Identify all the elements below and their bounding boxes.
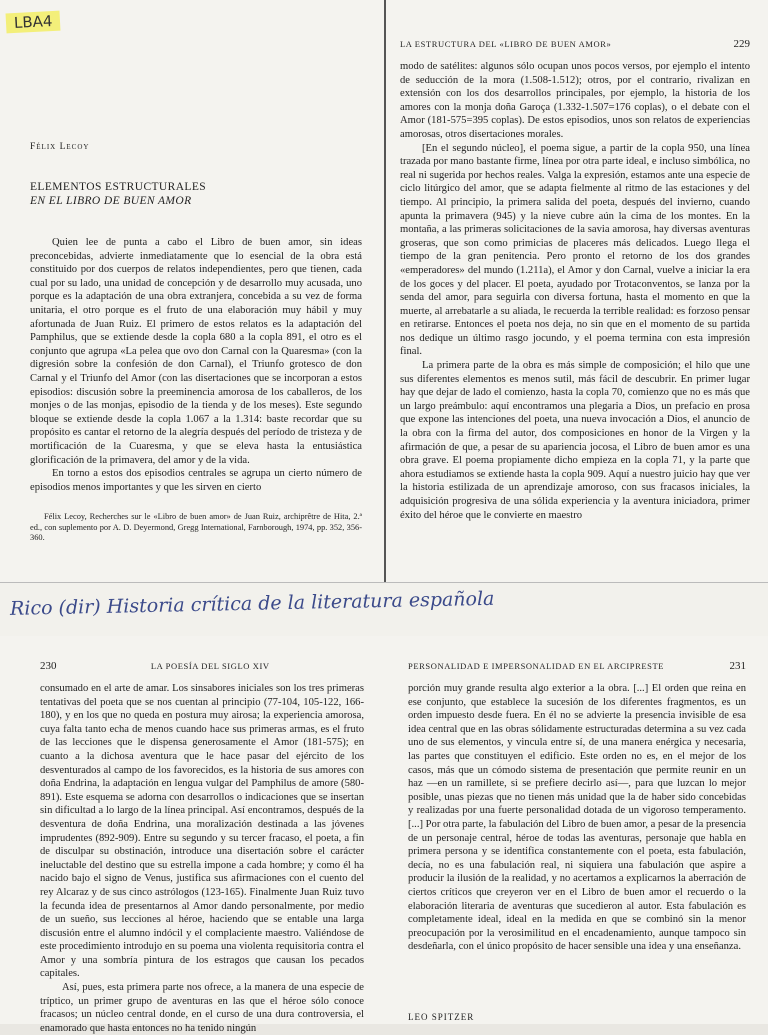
paragraph: consumado en el arte de amar. Los sinsabores iniciales son los tres primeras tentativas del poeta que se nos cuentan al principio (77-104, 105-122, 166-180), y en los que no queda en postura muy airosa; la experiencia amorosa, cuya falta tanto echa de menos cuando hace sus primeras armas, es el fruto de las lecciones que le dispensa generosamente el Amor (181-575); en cuanto a la dichosa aventura que le hace pasar del ejército de los desventurados al campo de los favorecidos, es la historia de sus amores con doña Endrina, la adaptación en lengua vulgar del Pamphilus de amore (580-891). Este esquema se adorna con desarrollos o indicaciones que se insertan sin dificultad a lo largo de la línea principal. Así encontramos, después de la desventura de doña Endrina, una moralización destinada a las jóvenes imprudentes (892-909). Entre su segundo y su tercer fracaso, el poeta, a fin de disculpar su obstinación, introduce una disertación sobre el carácter ineluctable del destino que su estrella impone a cada hombre; y como él ha nacido bajo el signo de Venus, justifica sus afirmaciones con el cuento del rey Alcaraz y de sus cinco astrólogos (123-165). Finalmente Juan Ruiz tuvo la fecunda idea de presentarnos al Amor dando personalmente, por medio de un sueño, sus lecciones al héroe, haciendo que se entable una larga discusión entre el alumno indócil y el complaciente maestro. Valiéndose de este procedimiento introdujo en su poema una violenta requisitoria contra el Amor y una sombría pintura de los estragos que causan los pecados capitales. <box>40 683 364 980</box>
page-number: 231 <box>729 660 746 672</box>
running-head-title: PERSONALIDAD E IMPERSONALIDAD EN EL ARCIPRESTE <box>408 661 665 671</box>
handwritten-note: Rico (dir) Historia crítica de la literatura española <box>9 587 495 620</box>
paragraph: En torno a estos dos episodios centrales se agrupa un cierto número de episodios menos importantes y que les sirven en cierto <box>30 468 362 493</box>
sticker-label: LBA4 <box>6 11 61 34</box>
next-section-author: LEO SPITZER <box>408 1012 475 1022</box>
author-name: Félix Lecoy <box>30 142 90 152</box>
title-line-2: EN EL LIBRO DE BUEN AMOR <box>30 195 192 207</box>
paragraph: Quien lee de punta a cabo el Libro de buen amor, sin ideas preconcebidas, advierte inmediatamente que lo esencial de la obra está constituido por dos cuerpos de relatos independientes, pero que tienen, cada cual por su lado, una unidad de concepción y de desarrollo muy acusada, uno porque es la adaptación de una obra extranjera, concebida a su vez de forma unitaria, el otro porque es el fruto de una elaboración muy hábil y muy afortunada de Juan Ruiz. El primero de estos relatos es la adaptación del Pamphilus, que se extiende desde la copla 680 a la copla 891, el otro es el conjunto que agrupa «La pelea que ovo don Carnal con la Quaresma» (con la digresión sobre la confesión de don Carnal), el Triunfo grotesco de don Carnal y el Triunfo del Amor (con las disertaciones que se incorporan a estos episodios: discusión sobre la preeminencia amorosa de los caballeros, de los monjes o de las monjas, episodio de la tienda y de los meses). Este segundo bloque se extiende desde la copla 1.067 a la 1.314: baste recordar que su propósito es cantar el retorno de la alegría después del período de tristeza y de mortificación de la Cuaresma, y que se eleva hasta la entusiástica glorificación de la primavera, del amor y de la vida. <box>30 237 362 466</box>
page-228 <box>0 0 384 582</box>
chapter-title <box>30 180 362 208</box>
paragraph: La primera parte de la obra es más simple de composición; el hilo que une sus diferentes elementos es menos sutil, más fácil de descubrir. En primer lugar hay que dejar de lado el comienzo, hasta la copla 70, comienzo que no es más que un largo preámbulo: aquí encontramos una plegaria a Dios, un prefacio en prosa que expone las intenciones del poeta, una nueva invocación a Dios, el anuncio de la obra con la firma del autor, dos composiciones en honor de la Virgen y la afirmación de que, a pesar de su apariencia jocosa, el Libro de buen amor es una obra grave. El poema propiamente dicho empieza en la copla 71, y la parte que ahora estudiamos se extiende hasta la copla 909. Aquí a nuestro juicio hay que ver la historia estilizada de un aprendizaje amoroso, con sus fracasos iniciales, la adquisición progresiva de una sólida experiencia y la aventura iniciadora, primer éxito del héroe que le convierte en maestro <box>400 360 750 521</box>
running-head <box>40 660 364 672</box>
paragraph: Así, pues, esta primera parte nos ofrece, a la manera de una especie de tríptico, un primer grupo de aventuras en las que el héroe sólo conoce fracasos; un núcleo central donde, en el curso de una dura controversia, el enamorado que hasta entonces no ha tenido ningún <box>40 982 364 1034</box>
running-head <box>408 660 746 672</box>
paragraph: [En el segundo núcleo], el poema sigue, a partir de la copla 950, una línea trazada por mano bastante firme, línea por otra parte ideal, e incluso simbólica, no real ni sugerida por hechos reales. Valga la expresión, estamos ante una especie de ciclo litúrgico del amor, que se adapta fielmente al ritmo de las estaciones y del tiempo. Al principio, la primera salida del poeta, después del invierno, cuando apunta la primavera (945) y la nieve cubre aún la cima de los montes. En la montaña, a las primeras solicitaciones de la savia amorosa, hay diversas aventuras groseras, que son como primicias de placeres más delicados. Luego llega el tiempo de la gran penitencia. Pero pronto el retorno de los dos grandes «emperadores» del mundo (1.211a), el Amor y don Carnal, vuelve a iniciar la era de los goces y del placer. El poeta, ayudado por Trotaconventos, se lanza por la senda del amor, para seguirla con diversa fortuna, hasta el momento en que la muerte, al arrebatarle a su aliada, le recuerda la terrible realidad: es forzoso pensar en retirarse. Entonces el poeta nos deja, no sin que en el momento de su partida nos dedique un último rasgo jocundo, y el poema termina con esta impresión final. <box>400 142 750 358</box>
page-230 <box>0 636 384 1034</box>
footnote: Félix Lecoy, Recherches sur le «Libro de buen amor» de Juan Ruiz, archiprêtre de Hita, 2.ª ed., con suplemento por A. D. Deyermond, Gregg International, Farnborough, 1974, pp. 352, 356-360. <box>30 512 362 543</box>
page-number: 230 <box>40 660 57 672</box>
paragraph: porción muy grande resulta algo exterior a la obra. [...] El orden que reina en ese conjunto, que establece la sucesión de los diferentes fragmentos, es un orden impuesto desde fuera. En él no se advierte la presencia invisible de esa idea central que en las obras sólidamente estructuradas determina a su vez cada uno de sus elementos, y vincula entre sí, de una manera enérgica y necesaria, las partes que constituyen el edificio. Este orden no es, en el mejor de los casos, más que un cómodo sistema de presentación que permite reunir en un haz —en un ramillete, si se prefiere decirlo así—, para que luzcan lo mejor posible, unas piezas que no tienen más unidad que la de haber sido concebidas y realizadas por una fuerte personalidad dotada de un vigoroso temperamento. [...] Por otra parte, la fabulación del Libro de buen amor, a pesar de la presencia de un personaje central, héroe de todas las aventuras, personaje que habla en primera persona y se identifica constantemente con el poeta, esta fabulación, decía, no es una fabulación real, ni siquiera una fabulación que aspire a producir la ilusión de la realidad, y no acertamos a explicarnos la aberración de ciertos críticos que creyeron ver en el Libro de buen amor el recuerdo o la elaboración literaria de aventuras que sucedieron al autor. Esta fabulación es completamente ideal, ideal en la medida en que se combinó sin la menor preocupación por la verosimilitud en el encadenamiento, aunque tampoco sin desdeñarla, con el único propósito de hacer sensible una idea y una enseñanza. <box>408 683 746 953</box>
page-231 <box>384 636 768 1024</box>
title-line-1: ELEMENTOS ESTRUCTURALES <box>30 181 207 193</box>
page-number: 229 <box>733 38 750 50</box>
running-head <box>400 38 750 50</box>
running-head-title: LA ESTRUCTURA DEL «LIBRO DE BUEN AMOR» <box>400 39 612 49</box>
paragraph: modo de satélites: algunos sólo ocupan unos pocos versos, por ejemplo el intento de seducción de la mora (1.508-1.512); otros, por el contrario, rivalizan en extensión con los dos desarrollos principales, por ejemplo, la historia de los amores con la monja doña Garoça (1.332-1.507=176 coplas), o el debate con el Amor (181-575=395 coplas). De estos episodios, unos son relatos de experiencias amorosas, otros disertaciones morales. <box>400 61 750 140</box>
running-head-title: LA POESÍA DEL SIGLO XIV <box>150 661 270 671</box>
page-229 <box>384 0 768 582</box>
